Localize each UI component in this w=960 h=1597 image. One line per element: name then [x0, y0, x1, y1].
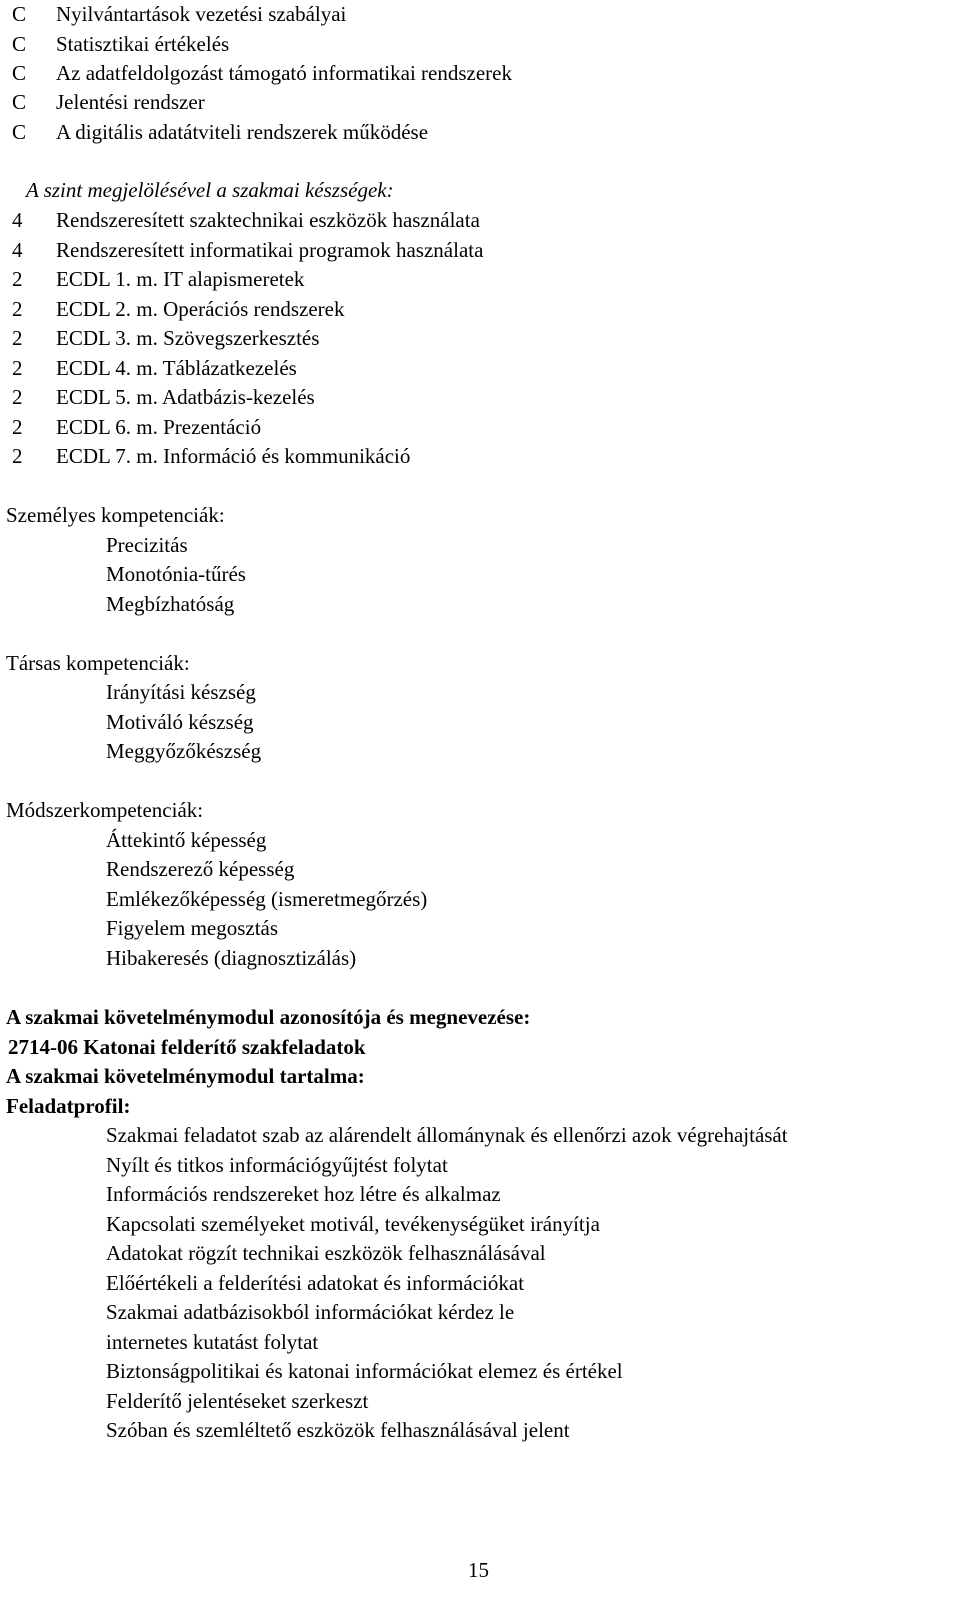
task-item: Információs rendszereket hoz létre és alkalmaz	[106, 1182, 501, 1206]
skill-item	[12, 326, 320, 350]
level-marker: 2	[12, 415, 23, 439]
level-marker: 4	[12, 238, 23, 262]
task-item: Felderítő jelentéseket szerkeszt	[106, 1389, 369, 1413]
level-marker: C	[12, 90, 27, 114]
level-marker: 2	[12, 356, 23, 380]
module-content-heading: A szakmai követelménymodul tartalma:	[6, 1064, 365, 1088]
item-text: Rendszeresített informatikai programok használata	[56, 238, 484, 262]
item-text: Rendszeresített szaktechnikai eszközök használata	[56, 208, 480, 232]
competency-item: Monotónia-tűrés	[106, 562, 246, 586]
skill-item	[12, 267, 305, 291]
competency-item: Rendszerező képesség	[106, 857, 295, 881]
skill-item	[12, 356, 297, 380]
level-marker: C	[12, 61, 27, 85]
item-text: ECDL 7. m. Információ és kommunikáció	[56, 444, 411, 468]
competency-item: Emlékezőképesség (ismeretmegőrzés)	[106, 887, 428, 911]
level-marker: C	[12, 32, 27, 56]
level-marker: 4	[12, 208, 23, 232]
item-text: ECDL 6. m. Prezentáció	[56, 415, 262, 439]
level-marker: 2	[12, 267, 23, 291]
item-text: ECDL 5. m. Adatbázis-kezelés	[56, 385, 315, 409]
competency-item: Megbízhatóság	[106, 592, 235, 616]
item-text: ECDL 4. m. Táblázatkezelés	[56, 356, 297, 380]
task-item: Biztonságpolitikai és katonai információkat elemez és értékel	[106, 1359, 623, 1383]
task-item: Nyílt és titkos információgyűjtést folytat	[106, 1153, 448, 1177]
item-text: Jelentési rendszer	[56, 90, 205, 114]
skill-item	[12, 238, 484, 262]
level-marker: 2	[12, 385, 23, 409]
competency-item: Figyelem megosztás	[106, 916, 279, 940]
skill-item	[12, 444, 411, 468]
knowledge-item	[12, 61, 512, 85]
item-text: Statisztikai értékelés	[56, 32, 230, 56]
level-marker: C	[12, 120, 27, 144]
item-text: ECDL 2. m. Operációs rendszerek	[56, 297, 345, 321]
competency-item: Irányítási készség	[106, 680, 256, 704]
skill-item	[12, 208, 480, 232]
task-item: Szóban és szemléltető eszközök felhasználásával jelent	[106, 1418, 570, 1442]
module-id-heading: A szakmai követelménymodul azonosítója és megnevezése:	[6, 1005, 531, 1029]
module-id-name: 2714-06 Katonai felderítő szakfeladatok	[8, 1035, 366, 1059]
item-text: ECDL 3. m. Szövegszerkesztés	[56, 326, 320, 350]
competency-item: Áttekintő képesség	[106, 828, 267, 852]
level-marker: 2	[12, 444, 23, 468]
page-number: 15	[468, 1558, 489, 1582]
method-heading: Módszerkompetenciák:	[6, 798, 204, 822]
competency-item: Precizitás	[106, 533, 188, 557]
task-item: internetes kutatást folytat	[106, 1330, 319, 1354]
profile-heading: Feladatprofil:	[6, 1094, 131, 1118]
task-item: Szakmai feladatot szab az alárendelt állománynak és ellenőrzi azok végrehajtását	[106, 1123, 788, 1147]
level-marker: C	[12, 2, 27, 26]
knowledge-item	[12, 120, 429, 144]
level-marker: 2	[12, 326, 23, 350]
personal-heading: Személyes kompetenciák:	[6, 503, 225, 527]
item-text: A digitális adatátviteli rendszerek működése	[56, 120, 429, 144]
knowledge-item	[12, 2, 347, 26]
task-item: Kapcsolati személyeket motivál, tevékenységüket irányítja	[106, 1212, 600, 1236]
item-text: Az adatfeldolgozást támogató informatikai rendszerek	[56, 61, 512, 85]
task-item: Adatokat rögzít technikai eszközök felhasználásával	[106, 1241, 546, 1265]
competency-item: Motiváló készség	[106, 710, 254, 734]
skill-item	[12, 385, 315, 409]
task-item: Előértékeli a felderítési adatokat és információkat	[106, 1271, 525, 1295]
level-marker: 2	[12, 297, 23, 321]
skill-item	[12, 297, 345, 321]
item-text: ECDL 1. m. IT alapismeretek	[56, 267, 305, 291]
knowledge-item	[12, 32, 230, 56]
item-text: Nyilvántartások vezetési szabályai	[56, 2, 347, 26]
competency-item: Hibakeresés (diagnosztizálás)	[106, 946, 357, 970]
skills-heading: A szint megjelölésével a szakmai készségek:	[26, 178, 394, 202]
knowledge-item	[12, 90, 205, 114]
task-item: Szakmai adatbázisokból információkat kérdez le	[106, 1300, 515, 1324]
competency-item: Meggyőzőkészség	[106, 739, 262, 763]
social-heading: Társas kompetenciák:	[6, 651, 190, 675]
skill-item	[12, 415, 262, 439]
